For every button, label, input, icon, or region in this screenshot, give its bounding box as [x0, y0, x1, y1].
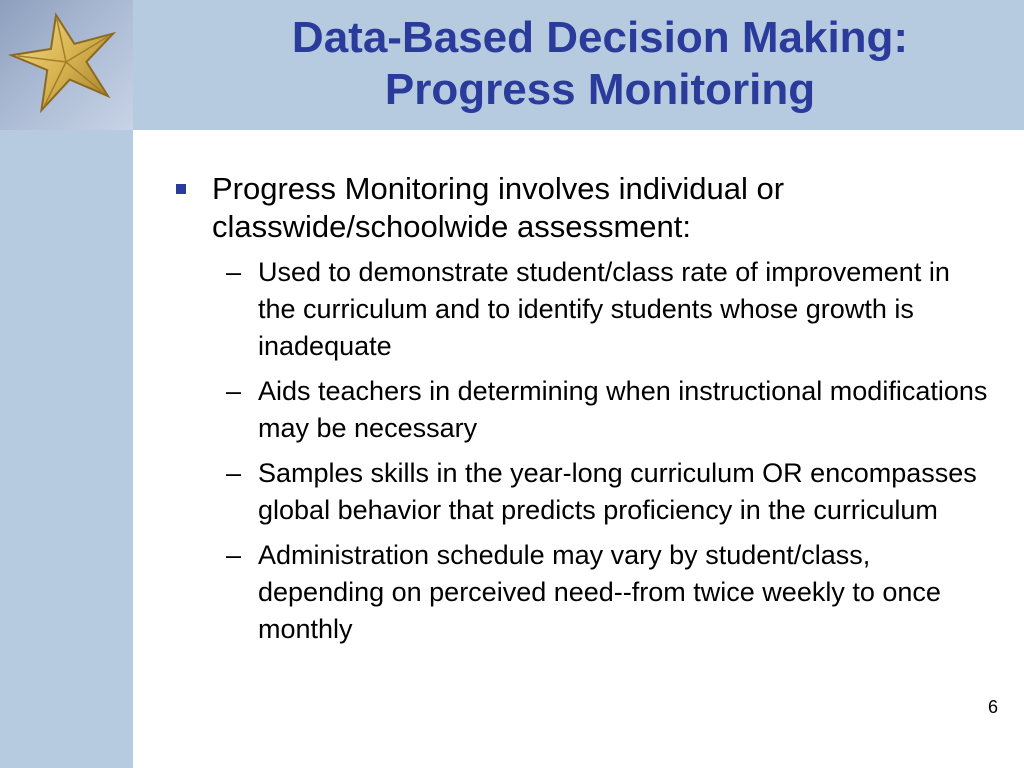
dash-marker: –	[226, 257, 242, 287]
dash-marker: –	[226, 458, 242, 488]
square-bullet-icon	[176, 184, 186, 194]
title-line-1: Data-Based Decision Making:	[291, 13, 909, 62]
sub-bullet-list	[170, 254, 990, 648]
slide-content	[170, 170, 990, 656]
logo-tile	[0, 0, 133, 130]
title-line-2: Progress Monitoring	[384, 65, 816, 114]
sub-bullet-item	[212, 254, 990, 365]
dash-marker: –	[226, 376, 242, 406]
gold-star-icon	[0, 0, 133, 130]
sub-bullet-text: Used to demonstrate student/class rate of improvement in the curriculum and to identify students whose growth is inadequate	[258, 257, 950, 361]
dash-marker: –	[226, 540, 242, 570]
sub-bullet-item	[212, 537, 990, 648]
main-bullet	[170, 170, 990, 246]
page-number: 6	[987, 697, 998, 717]
sub-bullet-text: Aids teachers in determining when instructional modifications may be necessary	[258, 376, 988, 443]
sub-bullet-text: Administration schedule may vary by student/class, depending on perceived need--from twice weekly to once monthly	[258, 540, 941, 644]
main-bullet-text: Progress Monitoring involves individual or classwide/schoolwide assessment:	[212, 171, 785, 244]
sub-bullet-text: Samples skills in the year-long curriculum OR encompasses global behavior that predicts proficiency in the curriculum	[258, 458, 977, 525]
slide-title	[200, 12, 1000, 116]
sub-bullet-item	[212, 455, 990, 529]
sub-bullet-item	[212, 373, 990, 447]
